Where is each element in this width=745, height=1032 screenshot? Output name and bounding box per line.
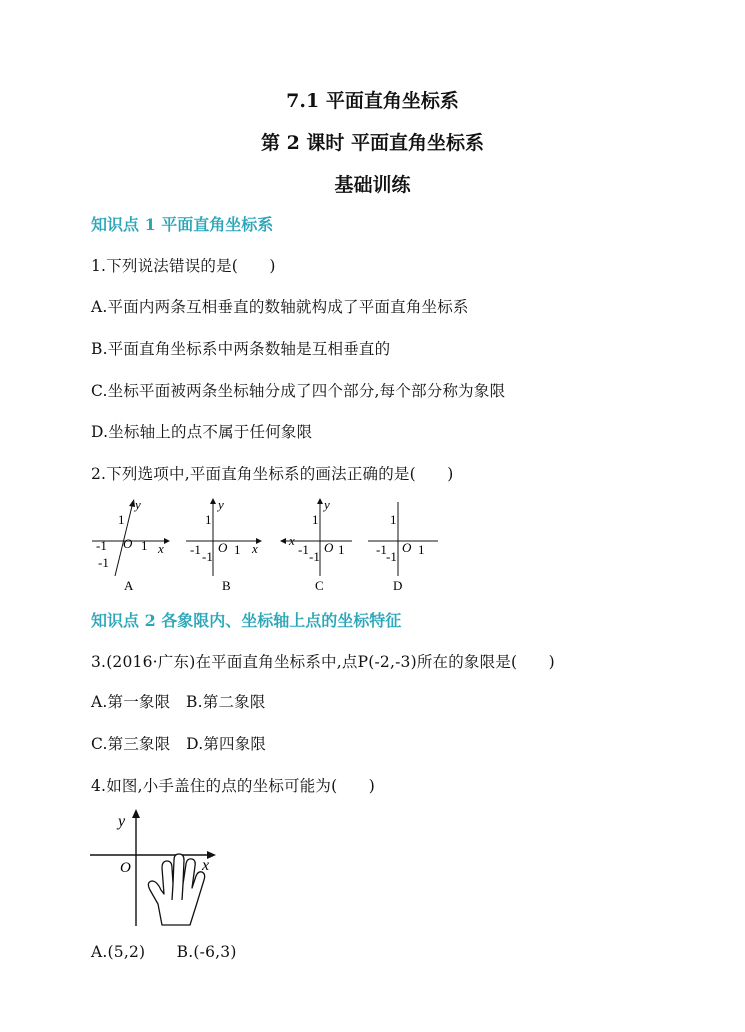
tick-label-1: 1 [390,512,397,527]
origin-label: O [123,536,133,551]
origin-label: O [402,540,412,555]
tick-label-neg1: -1 [190,542,201,557]
figure-label-a: A [124,578,134,593]
tick-label-neg1: -1 [98,555,109,570]
knowledge-point-2: 知识点 2 各象限内、坐标轴上点的坐标特征 [91,611,402,630]
origin-label: O [324,540,334,555]
q2-figure-d [362,496,448,594]
section-heading: 基础训练 [334,174,411,196]
origin-label: O [218,540,228,555]
y-axis-label: y [118,813,126,830]
q2-figure-b [180,496,266,594]
q3-options-ab: A.第一象限 B.第二象限 [91,693,266,711]
x-axis-label: x [202,857,210,874]
q1-option-a: A.平面内两条互相垂直的数轴就构成了平面直角坐标系 [91,298,469,316]
figure-label-d: D [393,578,403,593]
q4-stem: 4.如图,小手盖住的点的坐标可能为( ) [91,777,376,795]
figure-label-b: B [222,578,231,593]
x-axis-label: x [158,541,164,556]
x-axis-label: x [252,541,258,556]
tick-label-1: 1 [234,542,241,557]
y-axis-label: y [135,497,141,512]
q4-options-ab: A.(5,2) B.(-6,3) [91,943,237,961]
q2-figure-c [272,496,358,594]
tick-label-1: 1 [118,512,125,527]
knowledge-point-1: 知识点 1 平面直角坐标系 [91,215,274,234]
lesson-subtitle: 第 2 课时 平面直角坐标系 [260,132,485,154]
tick-label-1: 1 [338,542,345,557]
q2-stem: 2.下列选项中,平面直角坐标系的画法正确的是( ) [91,465,454,483]
y-axis-label: y [218,497,224,512]
tick-label-neg1: -1 [309,549,320,564]
page-title: 7.1 平面直角坐标系 [286,90,459,112]
tick-label-neg1: -1 [376,542,387,557]
tick-label-neg1: -1 [386,549,397,564]
tick-label-neg1: -1 [202,549,213,564]
q3-stem: 3.(2016·广东)在平面直角坐标系中,点P(-2,-3)所在的象限是( ) [91,653,555,671]
y-axis-label: y [324,497,330,512]
tick-label-neg1: -1 [298,542,309,557]
tick-label-1: 1 [312,512,319,527]
x-axis-label: x [289,533,295,548]
q1-option-c: C.坐标平面被两条坐标轴分成了四个部分,每个部分称为象限 [91,382,506,400]
q4-figure [88,808,223,930]
q1-option-b: B.平面直角坐标系中两条数轴是互相垂直的 [91,340,391,358]
q1-stem: 1.下列说法错误的是( ) [91,257,276,275]
q2-figure-a [88,496,174,594]
hand-icon [148,854,204,925]
tick-label-1: 1 [418,542,425,557]
tick-label-neg1: -1 [96,538,107,553]
figure-label-c: C [315,578,324,593]
tick-label-1: 1 [205,512,212,527]
q3-options-cd: C.第三象限 D.第四象限 [91,735,267,753]
tick-label-1: 1 [141,538,148,553]
q1-option-d: D.坐标轴上的点不属于任何象限 [91,423,313,441]
origin-label: O [120,860,131,876]
